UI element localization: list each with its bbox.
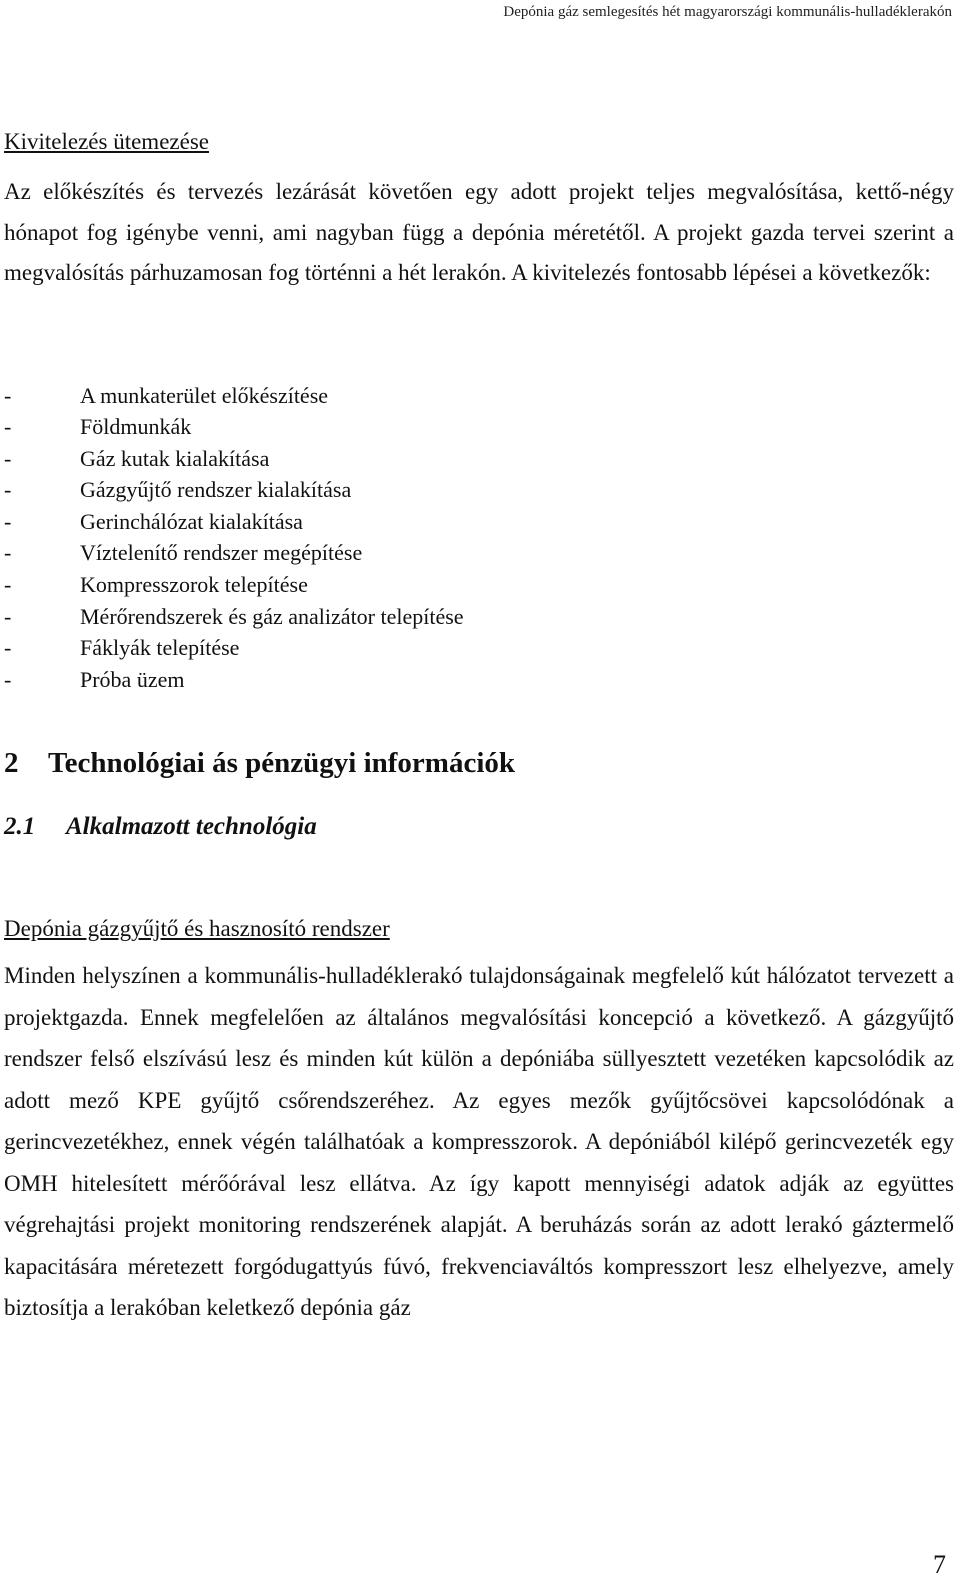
list-bullet: - bbox=[4, 508, 12, 534]
list-item bbox=[4, 474, 954, 506]
schedule-paragraph: Az előkészítés és tervezés lezárását követően egy adott projekt teljes megvalósítása, kettő-négy hónapot fog igénybe venni, ami nagyban függ a depónia méretétől. A projekt gazda tervei szerint a megvalósítás párhuzamosan fog történni a hét lerakón. A kivitelezés fontosabb lépései a következők: bbox=[4, 179, 954, 285]
step-text: Víztelenítő rendszer megépítése bbox=[80, 540, 363, 566]
step-text: Gázgyűjtő rendszer kialakítása bbox=[80, 477, 352, 503]
schedule-title: Kivitelezés ütemezése bbox=[4, 129, 209, 154]
section-2-title: Technológiai ás pénzügyi információk bbox=[48, 747, 516, 780]
page-number: 7 bbox=[933, 1550, 946, 1579]
step-text: Próba üzem bbox=[80, 666, 185, 692]
steps-list bbox=[4, 380, 954, 696]
section-2-number: 2 bbox=[4, 747, 19, 780]
list-item bbox=[4, 380, 954, 412]
page-body bbox=[4, 124, 954, 1329]
system-title: Depónia gázgyűjtő és hasznosító rendszer bbox=[4, 916, 390, 942]
section-2-heading bbox=[4, 743, 954, 783]
list-bullet: - bbox=[4, 666, 12, 692]
step-text: A munkaterület előkészítése bbox=[80, 382, 329, 408]
list-bullet: - bbox=[4, 572, 12, 598]
list-bullet: - bbox=[4, 477, 12, 503]
section-2-1-heading bbox=[4, 809, 954, 845]
list-item bbox=[4, 664, 954, 696]
step-text: Fáklyák telepítése bbox=[80, 635, 240, 661]
section-2-1-number: 2.1 bbox=[4, 813, 36, 841]
step-text: Gáz kutak kialakítása bbox=[80, 445, 270, 471]
list-item bbox=[4, 443, 954, 475]
list-bullet: - bbox=[4, 635, 12, 661]
list-bullet: - bbox=[4, 603, 12, 629]
list-item bbox=[4, 569, 954, 601]
list-item bbox=[4, 411, 954, 443]
list-bullet: - bbox=[4, 540, 12, 566]
list-item bbox=[4, 601, 954, 633]
list-bullet: - bbox=[4, 382, 12, 408]
list-bullet: - bbox=[4, 445, 12, 471]
section-2-1-title: Alkalmazott technológia bbox=[66, 813, 317, 841]
list-bullet: - bbox=[4, 414, 12, 440]
step-text: Kompresszorok telepítése bbox=[80, 572, 308, 598]
running-header: Depónia gáz semlegesítés hét magyarországi kommunális-hulladéklerakón bbox=[503, 4, 952, 20]
step-text: Földmunkák bbox=[80, 414, 192, 440]
list-item bbox=[4, 506, 954, 538]
list-item bbox=[4, 632, 954, 664]
step-text: Mérőrendszerek és gáz analizátor telepítése bbox=[80, 603, 464, 629]
list-item bbox=[4, 537, 954, 569]
step-text: Gerinchálózat kialakítása bbox=[80, 508, 303, 534]
system-paragraph: Minden helyszínen a kommunális-hulladéklerakó tulajdonságainak megfelelő kút hálózatot tervezett a projektgazda. Ennek megfelelően az általános megvalósítási koncepció a következő. A gázgyűjtő rendszer felső elszívású lesz és minden kút külön a depóniába süllyesztett vezetéken kapcsolódik az adott mező KPE gyűjtő csőrendszeréhez. Az egyes mezők gyűjtőcsövei kapcsolódónak a gerincvezetékhez, ennek végén találhatóak a kompresszorok. A depóniából kilépő gerincvezeték egy OMH hitelesített mérőórával lesz ellátva. Az így kapott mennyiségi adatok adják az együttes végrehajtási projekt monitoring rendszerének alapját. A beruházás során az adott lerakó gáztermelő kapacitására méretezett forgódugattyús fúvó, frekvenciaváltós kompresszort lesz elhelyezve, amely biztosítja a lerakóban keletkező depónia gáz bbox=[4, 963, 954, 1321]
